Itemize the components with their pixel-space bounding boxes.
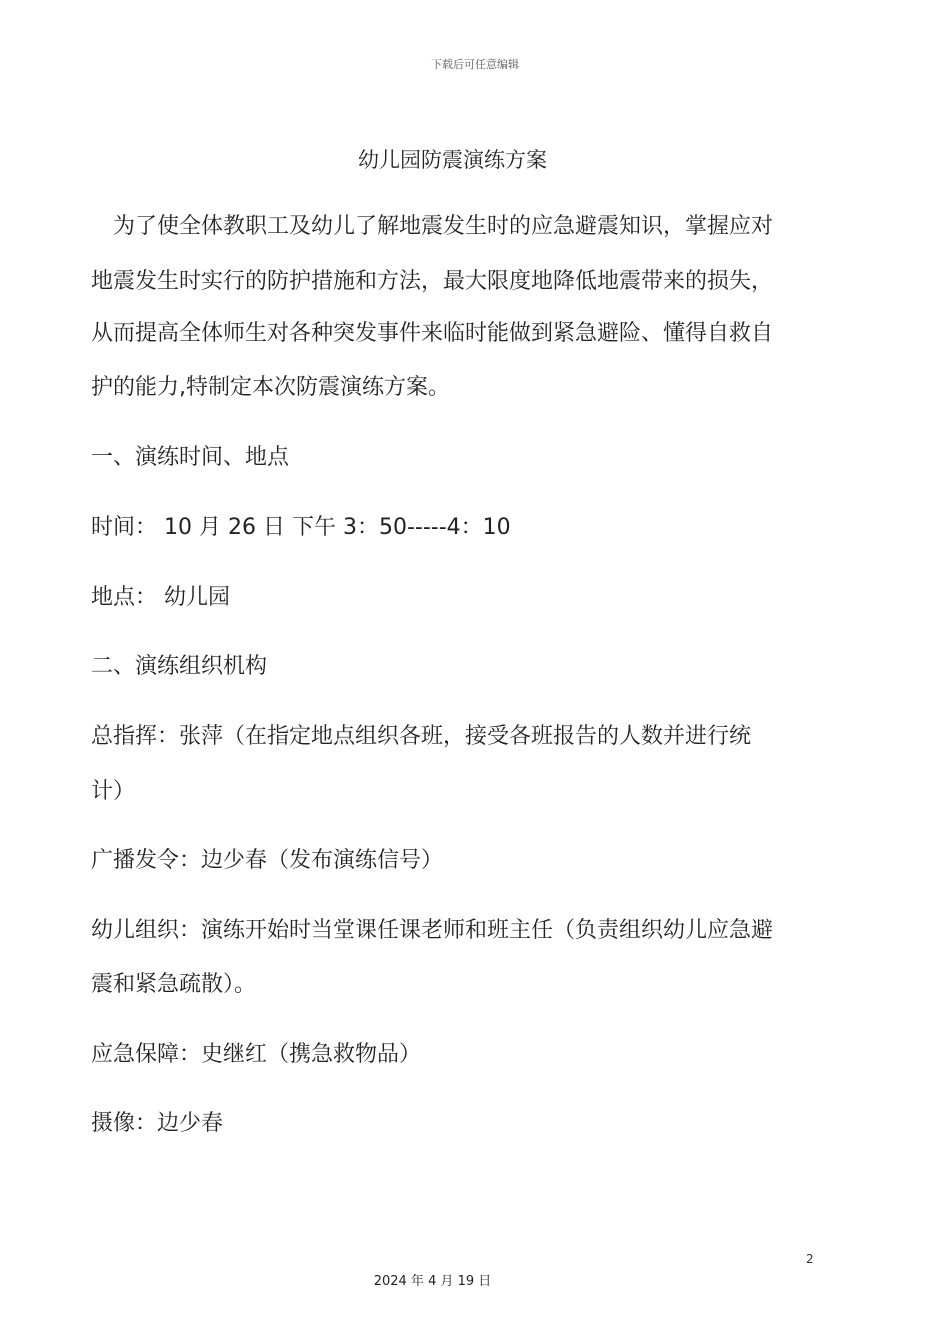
time-line: 时间： 10 月 26 日 下午 3：50-----4：10 xyxy=(91,515,511,540)
footer-date: 2024 年 4 月 19 日 xyxy=(373,1274,492,1289)
paragraph-line: 为了使全体教职工及幼儿了解地震发生时的应急避震知识，掌握应对 xyxy=(91,214,774,239)
role-line: 应急保障：史继红（携急救物品） xyxy=(91,1042,422,1067)
header-note: 下载后可任意编辑 xyxy=(431,58,519,71)
role-line: 总指挥：张萍（在指定地点组织各班，接受各班报告的人数并进行统 xyxy=(91,724,752,749)
role-line: 幼儿组织：演练开始时当堂课任课老师和班主任（负责组织幼儿应急避 xyxy=(91,918,774,943)
role-line: 广播发令：边少春（发布演练信号） xyxy=(91,848,444,873)
role-line: 摄像：边少春 xyxy=(91,1111,224,1136)
document-title: 幼儿园防震演练方案 xyxy=(358,148,547,172)
paragraph-line: 护的能力,特制定本次防震演练方案。 xyxy=(91,375,450,400)
page-number: 2 xyxy=(806,1252,814,1266)
section-heading: 二、演练组织机构 xyxy=(91,654,268,679)
paragraph-line: 地震发生时实行的防护措施和方法，最大限度地降低地震带来的损失， xyxy=(91,269,774,294)
paragraph-line: 从而提高全体师生对各种突发事件来临时能做到紧急避险、懂得自救自 xyxy=(91,321,774,346)
location-line: 地点： 幼儿园 xyxy=(91,585,230,610)
role-line: 震和紧急疏散）。 xyxy=(91,972,257,997)
role-line: 计） xyxy=(91,779,136,804)
section-heading: 一、演练时间、地点 xyxy=(91,445,290,470)
